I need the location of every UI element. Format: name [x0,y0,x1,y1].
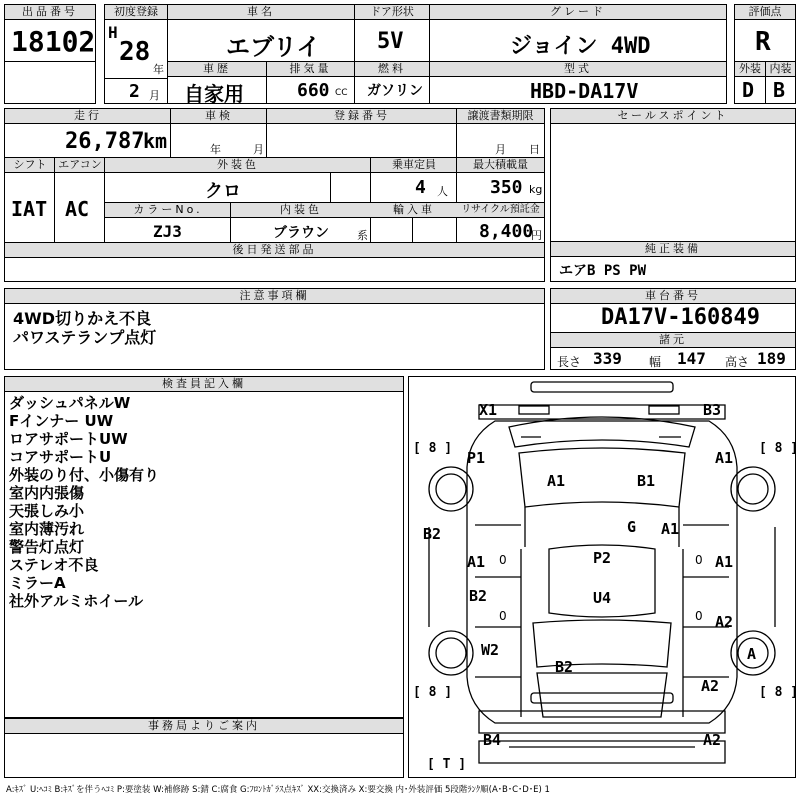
mileage: 26,787 [65,129,145,154]
insp-year-unit: 年 [210,143,221,156]
history-label: 車歴 [168,62,266,77]
remark-line: 外装のり付、小傷有り [9,466,160,484]
mark-p1: P1 [467,449,486,467]
ext-label: 外装 [735,62,765,77]
ac: AC [65,197,90,221]
lot-cell [4,4,96,62]
transfer-label: 譲渡書類期限 [457,109,544,124]
remark-line: 社外アルミホイール [9,592,144,610]
displacement-unit: CC [335,88,348,98]
lot-label: 出品番号 [5,5,95,20]
mark-g: G [627,518,637,536]
zero-lr: 0 [499,609,507,623]
history: 自家用 [184,82,244,106]
lot-blank [4,61,96,104]
first-reg-cell [104,4,168,79]
mark-u4: U4 [593,589,612,607]
displacement: 660 [297,80,330,101]
mark-a1-ld: A1 [467,553,486,571]
equipment-label: 純正装備 [551,242,795,257]
tire-fr: [ 8 ] [759,441,799,456]
mark-p2: P2 [593,549,612,567]
interior-label: 内装色 [231,203,371,218]
car-name-label: 車名 [168,5,354,20]
capacity-unit: 人 [437,185,448,198]
len-label: 長さ [557,355,582,369]
month: 2 [129,81,140,102]
spare-tire: [ T ] [427,757,467,772]
model-label: 型式 [430,62,726,77]
chassis-number: DA17V-160849 [601,305,760,330]
int-grade: B [773,78,786,102]
remark-line: 警告灯点灯 [9,538,85,556]
mark-b4: B4 [483,731,502,749]
score-label: 評価点 [735,5,795,20]
tire-rr: [ 8 ] [759,685,799,700]
door: 5V [377,29,404,54]
mark-b3: B3 [703,401,722,419]
interior: ブラウン [273,225,329,241]
len: 339 [593,349,622,368]
mark-x1: X1 [479,401,498,419]
score: R [755,27,771,57]
inspector-label: 検査員記入欄 [5,377,403,392]
colorno: ZJ3 [153,222,182,241]
mark-b2-lr: B2 [469,587,488,605]
equipment-block [550,241,796,282]
damage-diagram [408,376,799,778]
mark-a2-back: A2 [703,731,722,749]
caution-line-1: 4WD切りかえ不良 [13,309,152,328]
fuel: ガソリン [367,83,423,99]
zero-rd: 0 [695,553,703,567]
load-label: 最大積載量 [457,158,544,173]
month-cell [104,78,168,104]
zero-ld: 0 [499,553,507,567]
office-block [4,718,404,778]
ext-cell [734,61,766,104]
fuel-cell [354,61,430,104]
int-label: 内装 [766,62,795,77]
inspector-remarks [9,394,159,610]
sales-point-block [550,108,796,242]
month-unit: 月 [149,89,160,102]
recycle: 8,400 [479,221,534,242]
import-label: 輸入車 [371,203,457,218]
capacity-label: 乗車定員 [371,158,457,173]
int-cell [765,61,796,104]
capacity: 4 [415,177,426,198]
mileage-unit: km [143,129,168,153]
remark-line: 室内薄汚れ [9,520,85,538]
mark-a1-fr: A1 [715,449,734,467]
equipment: エアB PS PW [559,263,647,279]
displacement-label: 排気量 [267,62,354,77]
regno-label: 登録番号 [267,109,457,124]
remark-line: ステレオ不良 [9,556,99,574]
chassis-block [550,288,796,370]
mileage-label: 走行 [5,109,171,124]
wid: 147 [677,349,706,368]
zero-rr: 0 [695,609,703,623]
hgt-label: 高さ [725,355,750,369]
grade-cell [429,4,727,62]
caution-line-2: パワステランプ点灯 [13,328,157,347]
load: 350 [490,177,523,198]
transfer-month: 月 [495,143,506,156]
year: 28 [119,37,151,67]
wid-label: 幅 [649,355,662,369]
displacement-cell [266,61,355,104]
recycle-unit: 円 [531,229,542,242]
lot-number: 18102 [11,25,96,58]
remark-line: コアサポートU [9,448,112,466]
mark-a-wheel: A [747,645,757,663]
mark-w2: W2 [481,641,500,659]
transfer-day: 日 [529,143,540,156]
tire-rl: [ 8 ] [413,685,453,700]
mark-a1-hood: A1 [547,472,566,490]
inspection-label: 車検 [171,109,267,124]
year-unit: 年 [153,63,164,76]
shift-label: シフト [5,158,55,173]
remark-line: Fインナー UW [9,412,114,430]
era: H [108,23,118,42]
hgt: 189 [757,349,786,368]
mark-a2-rq: A2 [701,677,720,695]
recycle-label: リサイクル預託金 [457,203,544,218]
dims-label: 諸元 [551,332,795,348]
mark-a1-rd: A1 [715,553,734,571]
mark-a1-rs: A1 [661,520,680,538]
car-name-cell [167,4,355,62]
insp-month-unit: 月 [253,143,264,156]
grade-label: グレード [430,5,726,20]
remark-line: 天張しみ小 [9,502,85,520]
mark-b2-rear: B2 [555,658,574,676]
mark-b2-lside: B2 [423,525,442,543]
later-parts-label: 後日発送部品 [5,243,544,258]
chassis-label: 車台番号 [551,289,795,304]
score-cell [734,4,796,62]
history-cell [167,61,267,104]
car-name: エブリイ [226,33,321,61]
remark-line: 室内内張傷 [9,484,85,502]
caution-label: 注意事項欄 [5,289,544,304]
ac-label: エアコン [55,158,105,173]
model: HBD-DA17V [530,79,639,103]
remark-line: ミラーA [9,574,66,592]
car-outline [409,377,795,777]
remark-line: ロアサポートUW [9,430,128,448]
mark-a2-rr: A2 [715,613,734,631]
tire-fl: [ 8 ] [413,441,453,456]
mark-b1: B1 [637,472,656,490]
details-block [4,108,545,282]
header-block [4,4,796,104]
grade: ジョイン 4WD [510,34,651,59]
model-cell [429,61,727,104]
door-cell [354,4,430,62]
color-label: 外装色 [105,158,371,173]
remark-line: ダッシュパネルW [9,394,131,412]
shift: IAT [11,197,48,221]
door-label: ドア形状 [355,5,429,20]
inspector-block [4,376,404,718]
interior-suffix: 系 [357,229,368,242]
color: クロ [205,181,241,202]
sales-point-label: セールスポイント [551,109,795,124]
first-reg-label: 初度登録 [105,5,167,20]
fuel-label: 燃料 [355,62,429,77]
caution-block [4,288,545,370]
load-unit: kg [529,183,543,196]
office-label: 事務局よりご案内 [5,719,403,734]
colorno-label: カラーNo. [105,203,231,218]
legend: A:ｷｽﾞ U:ﾍｺﾐ B:ｷｽﾞを伴うﾍｺﾐ P:要塗装 W:補修跡 S:錆 C:腐食 G:ﾌﾛﾝﾄｶﾞﾗｽ点ｷｽﾞ XX:交換済み X:要交換 内･外装評価 5段階ﾗﾝｸ順(A･B･C･D･E) 1 [6,785,550,795]
ext-grade: D [742,78,755,102]
